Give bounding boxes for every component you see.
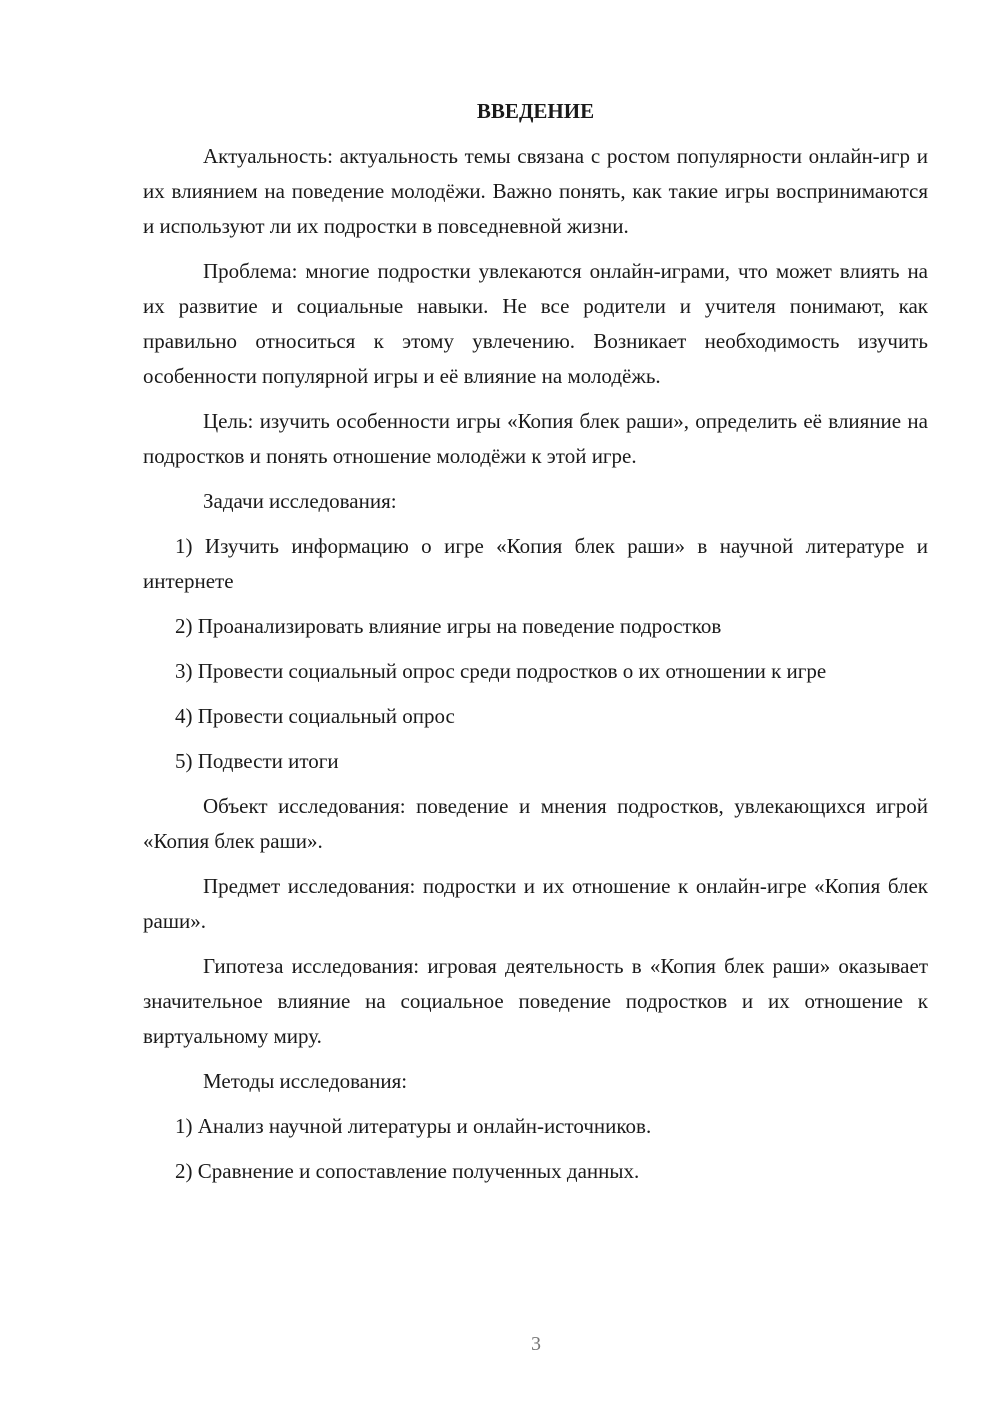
paragraph-methods-heading: Методы исследования: — [203, 1069, 408, 1093]
paragraph-hypothesis: Гипотеза исследования: игровая деятельность в «Копия блек раши» оказывает значительное влияние на социальное поведение подростков и их отношение к виртуальному миру. — [143, 954, 928, 1048]
page-number: 3 — [531, 1333, 541, 1355]
paragraph-tasks-heading: Задачи исследования: — [203, 489, 397, 513]
paragraph-problem: Проблема: многие подростки увлекаются онлайн-играми, что может влиять на их развитие и социальные навыки. Не все родители и учителя понимают, как правильно относиться к этому увлечению. Возникает необходимость изучить особенности популярной игры и её влияние на молодёжь. — [143, 259, 928, 388]
paragraph-subject: Предмет исследования: подростки и их отношение к онлайн-игре «Копия блек раши». — [143, 874, 928, 933]
list-item: 1) Изучить информацию о игре «Копия блек раши» в научной литературе и интернете — [143, 534, 928, 593]
document-page — [143, 96, 928, 1199]
list-item: 2) Сравнение и сопоставление полученных данных. — [175, 1159, 640, 1183]
paragraph-relevance: Актуальность: актуальность темы связана с ростом популярности онлайн-игр и их влиянием на поведение молодёжи. Важно понять, как такие игры воспринимаются и используют ли их подростки в повседневной жизни. — [143, 144, 928, 238]
list-item: 4) Провести социальный опрос — [175, 704, 455, 728]
list-item: 1) Анализ научной литературы и онлайн-источников. — [175, 1114, 652, 1138]
list-item: 2) Проанализировать влияние игры на поведение подростков — [175, 614, 722, 638]
page-title: ВВЕДЕНИЕ — [476, 99, 595, 123]
list-item: 5) Подвести итоги — [175, 749, 339, 773]
list-item: 3) Провести социальный опрос среди подростков о их отношении к игре — [175, 659, 827, 683]
paragraph-object: Объект исследования: поведение и мнения подростков, увлекающихся игрой «Копия блек раши». — [143, 794, 928, 853]
paragraph-goal: Цель: изучить особенности игры «Копия блек раши», определить её влияние на подростков и понять отношение молодёжи к этой игре. — [143, 409, 928, 468]
